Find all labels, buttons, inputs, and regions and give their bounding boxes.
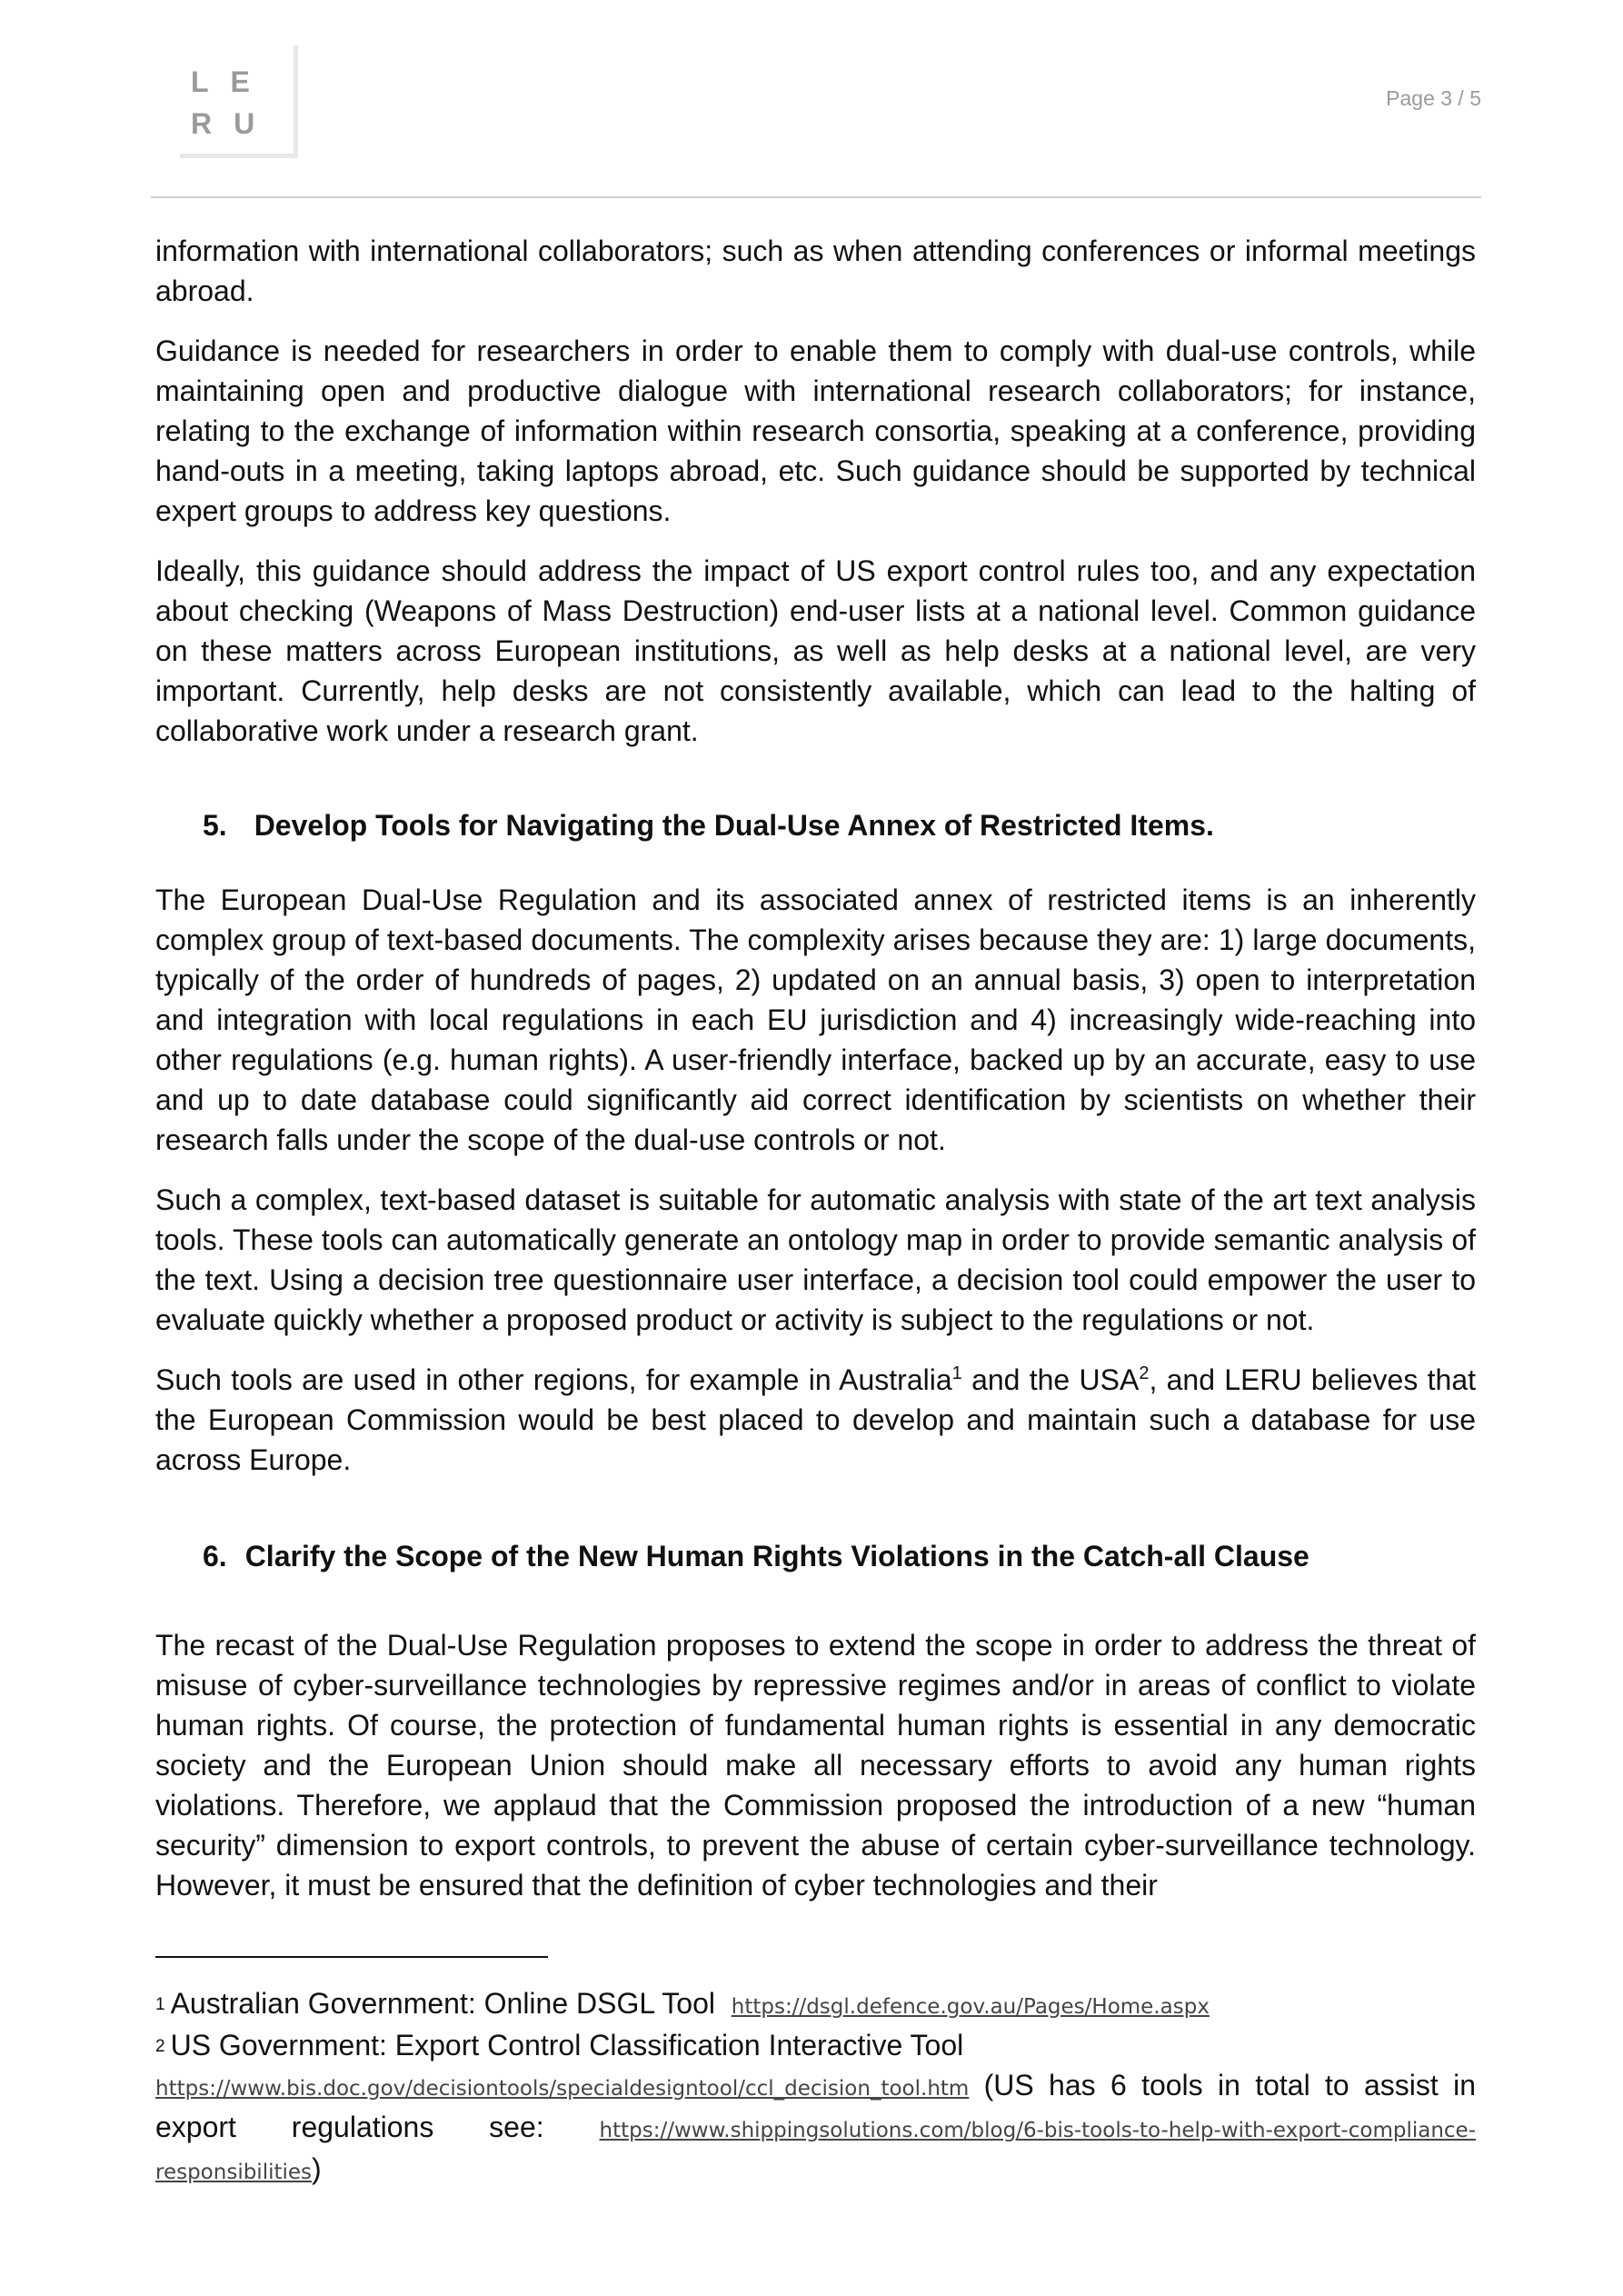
footnote-1 bbox=[155, 1984, 1476, 2026]
footnote-link[interactable]: https://dsgl.defence.gov.au/Pages/Home.aspx bbox=[731, 1995, 1210, 2019]
section-heading-6 bbox=[155, 1536, 1476, 1576]
document-body bbox=[155, 231, 1476, 1925]
section-title: Develop Tools for Navigating the Dual-Use Annex of Restricted Items. bbox=[254, 809, 1214, 842]
footnote-ref-1[interactable]: 1 bbox=[951, 1363, 962, 1383]
section-number: 6. bbox=[203, 1540, 227, 1572]
paragraph: information with international collaborators; such as when attending conferences or informal meetings abroad. bbox=[155, 235, 1476, 307]
paragraph: Such tools are used in other regions, for example in Australia$^1$ and the USA$^2$, and LERU believes that the European Commission would be best placed to develop and maintain such a database for use across Europe. bbox=[155, 1363, 1477, 1476]
logo-text-line1: LE bbox=[191, 65, 272, 98]
leru-logo bbox=[180, 45, 298, 158]
footnote-mark: 2 bbox=[155, 2037, 165, 2056]
footnote-link[interactable]: https://www.shippingsolutions.com/blog/6-bis-tools-to-help-with-export-compliance-responsibilities bbox=[155, 2119, 1476, 2184]
paragraph: Such a complex, text-based dataset is suitable for automatic analysis with state of the art text analysis tools. These tools can automatically generate an ontology map in order to provide semantic analysis of the text. Using a decision tree questionnaire user interface, a decision tool could empower the user to evaluate quickly whether a proposed product or activity is subject to the regulations or not. bbox=[155, 1183, 1476, 1336]
footnote-link[interactable]: https://www.bis.doc.gov/decisiontools/specialdesigntool/ccl_decision_tool.htm bbox=[155, 2077, 970, 2101]
section-number: 5. bbox=[203, 809, 227, 842]
footnote-text: Australian Government: Online DSGL Tool bbox=[170, 1987, 715, 2020]
page-number: Page 3 / 5 bbox=[1386, 86, 1481, 110]
footnotes bbox=[155, 1984, 1476, 2191]
paragraph: Guidance is needed for researchers in order to enable them to comply with dual-use controls, while maintaining open and productive dialogue with international research collaborators; for instance, relating to the exchange of information within research consortia, speaking at a conference, providing hand-outs in a meeting, taking laptops abroad, etc. Such guidance should be supported by technical expert groups to address key questions. bbox=[155, 334, 1476, 527]
logo-text-line2: RU bbox=[191, 107, 277, 140]
paragraph: Ideally, this guidance should address the impact of US export control rules too, and any expectation about checking (Weapons of Mass Destruction) end-user lists at a national level. Common guidance on these matters across European institutions, as well as help desks at a national level, are very important. Currently, help desks are not consistently available, which can lead to the halting of collaborative work under a research grant. bbox=[155, 554, 1476, 747]
paragraph: The European Dual-Use Regulation and its associated annex of restricted items is an inherently complex group of text-based documents. The complexity arises because they are: 1) large documents, typically of the order of hundreds of pages, 2) updated on an annual basis, 3) open to interpretation and integration with local regulations in each EU jurisdiction and 4) increasingly wide-reaching into other regulations (e.g. human rights). A user-friendly interface, backed up by an accurate, easy to use and up to date database could significantly aid correct identification by scientists on whether their research falls under the scope of the dual-use controls or not. bbox=[155, 883, 1476, 1156]
section-heading-5 bbox=[155, 805, 1476, 845]
footnote-text: (US has 6 tools in total to assist in export regulations see: bbox=[155, 2069, 1476, 2143]
footnote-divider bbox=[155, 1956, 548, 1958]
footnote-ref-2[interactable]: 2 bbox=[1139, 1363, 1150, 1383]
footnote-mark: 1 bbox=[155, 1995, 165, 2014]
footnote-text: US Government: Export Control Classification Interactive Tool bbox=[170, 2029, 964, 2061]
footnote-2: 2 US Government: Export Control Classification Interactive Tool https://www.bis.doc.gov/decisiontools/specialdesigntool/ccl_decision_tool.htm (US has 6 tools in total to assist in export regulations see: https://www.shippingsolutions.com/blog/6-bis-tools-to-help-with-export-compliance-responsibilities) bbox=[155, 2029, 1476, 2185]
section-title: Clarify the Scope of the New Human Rights Violations in the Catch-all Clause bbox=[244, 1540, 1309, 1572]
header-divider bbox=[151, 196, 1481, 198]
paragraph: The recast of the Dual-Use Regulation proposes to extend the scope in order to address the threat of misuse of cyber-surveillance technologies by repressive regimes and/or in areas of conflict to violate human rights. Of course, the protection of fundamental human rights is essential in any democratic society and the European Union should make all necessary efforts to avoid any human rights violations. Therefore, we applaud that the Commission proposed the introduction of a new “human security” dimension to export controls, to prevent the abuse of certain cyber-surveillance technology. However, it must be ensured that the definition of cyber technologies and their bbox=[155, 1629, 1476, 1902]
